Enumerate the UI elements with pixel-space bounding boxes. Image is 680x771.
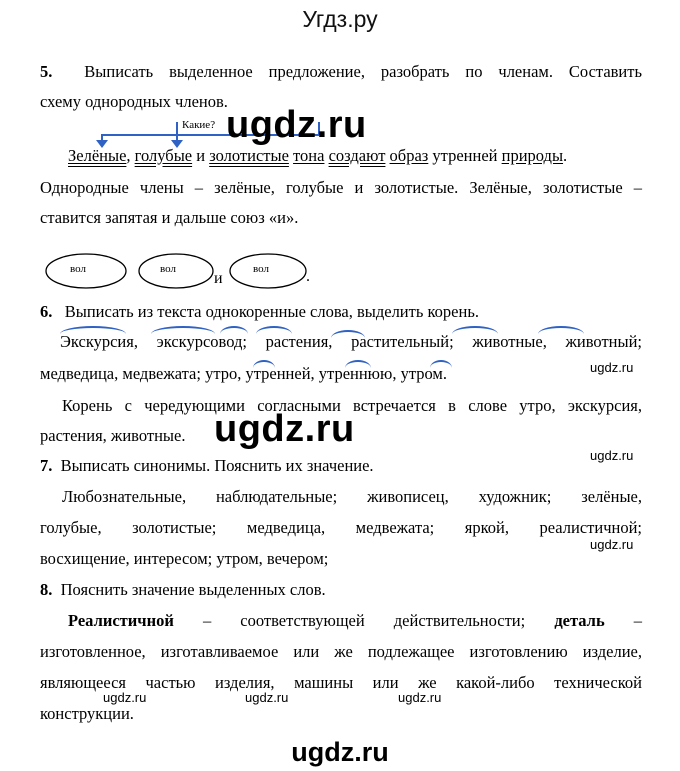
oval-2-label: вол — [160, 263, 176, 275]
task6-line2: медведица, медвежата; утро, утренней, утреннюю, утром. — [40, 364, 447, 383]
watermark-big: ugdz.ru — [226, 104, 367, 146]
term-detal: деталь — [554, 611, 605, 630]
question-label: Какие? — [182, 119, 216, 131]
task5-line1 — [40, 62, 642, 82]
space: утренней — [428, 146, 502, 165]
word-zelenye: Зелёные — [68, 146, 127, 165]
scheme-dot: . — [306, 268, 310, 285]
task8-line1 — [68, 611, 642, 631]
task5-line2: схему однородных членов. — [40, 92, 228, 111]
word-prirody: природы — [501, 146, 564, 165]
task8-line4: конструкции. — [40, 704, 134, 723]
task8-line2: изготовленное, изготавливаемое или же подлежащее изготовлению изделие, — [40, 642, 642, 661]
task7-line3: восхищение, интересом; утром, вечером; — [40, 549, 329, 568]
def-realistichnoy: – соответствующей действительности; — [173, 611, 555, 630]
watermark-small: ugdz.ru — [590, 537, 634, 552]
task5-expl2: ставится запятая и дальше союз «и». — [40, 208, 299, 227]
task7-title-line — [40, 456, 374, 476]
word-sozdayut: создают — [328, 146, 386, 165]
task8-line3: являющееся частью изделия, машины или же какой-либо технической — [40, 673, 642, 692]
task6-number: 6. — [40, 302, 53, 321]
task8-title-line — [40, 580, 326, 600]
word-tona: тона — [293, 146, 325, 165]
task7-title: Выписать синонимы. Пояснить их значение. — [60, 456, 374, 475]
task6-line1: Экскурсия, экскурсовод; растения, растительный; животные, животный; — [60, 332, 642, 351]
task7-line1: Любознательные, наблюдательные; живописец, художник; зелёные, — [62, 487, 642, 506]
word-obraz: образ — [389, 146, 429, 165]
task8-number: 8. — [40, 580, 53, 599]
def-detal-dash: – — [604, 611, 642, 630]
watermark-small: ugdz.ru — [590, 360, 634, 375]
punct: . — [563, 146, 568, 165]
oval-1-label: вол — [70, 263, 86, 275]
watermark-small: ugdz.ru — [590, 448, 634, 463]
word-golubye: голубые — [134, 146, 193, 165]
task6-title-line — [40, 302, 479, 322]
task5-sentence — [68, 146, 567, 166]
task8-title: Пояснить значение выделенных слов. — [60, 580, 326, 599]
task6-p2: растения, животные. — [40, 426, 186, 445]
task7-number: 7. — [40, 456, 53, 475]
scheme-conj: и — [214, 270, 223, 287]
task6-p1: Корень с чередующими согласными встречается в слове утро, экскурсия, — [62, 396, 642, 415]
watermark-small: ugdz.ru — [103, 690, 147, 705]
oval-3-label: вол — [253, 263, 269, 275]
watermark-big: ugdz.ru — [214, 408, 355, 450]
word-zolotistye: золотистые — [209, 146, 289, 165]
task6-title: Выписать из текста однокоренные слова, выделить корень. — [64, 302, 479, 321]
task5-number: 5. — [40, 62, 53, 81]
watermark-small: ugdz.ru — [398, 690, 442, 705]
task5-expl1: Однородные члены – зелёные, голубые и золотистые. Зелёные, золотистые – — [40, 178, 642, 197]
punct: , — [126, 146, 135, 165]
watermark-small: ugdz.ru — [245, 690, 289, 705]
task7-line2: голубые, золотистые; медведица, медвежата; яркой, реалистичной; — [40, 518, 642, 537]
task5-title-part1: Выписать выделенное предложение, разобрать по членам. Составить — [84, 62, 643, 81]
watermark-footer: ugdz.ru — [291, 737, 389, 767]
term-realistichnoy: Реалистичной — [68, 611, 174, 630]
punct: и — [192, 146, 210, 165]
site-title: Угдз.ру — [302, 6, 378, 32]
